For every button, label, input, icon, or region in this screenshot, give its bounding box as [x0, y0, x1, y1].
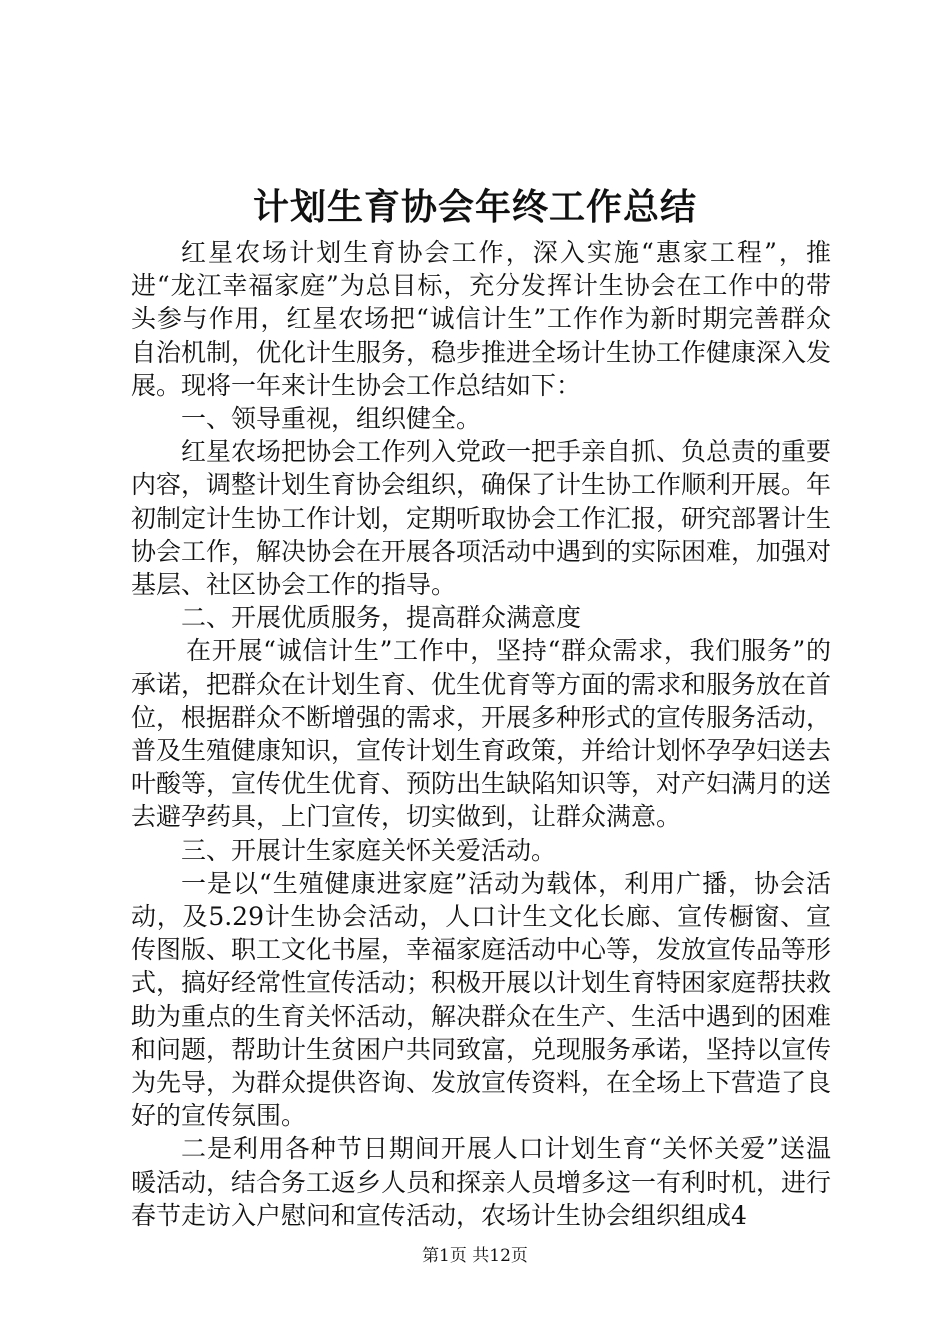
paragraph-intro: 红星农场计划生育协会工作，深入实施“惠家工程”，推进“龙江幸福家庭”为总目标，充分发挥计生协会在工作中的带头参与作用，红星农场把“诚信计生”工作作为新时期完善群众自治机制，优化计生服务，稳步推进全场计生协工作健康深入发展。现将一年来计生协会工作总结如下： — [131, 238, 832, 400]
section-heading-2: 二、开展优质服务，提高群众满意度 — [181, 603, 582, 633]
paragraph-section-3-part-1: 一是以“生殖健康进家庭”活动为载体，利用广播，协会活动，及5.29计生协会活动，人口计生文化长廊、宣传橱窗、宣传图版、职工文化书屋，幸福家庭活动中心等，发放宣传品等形式，搞好经常性宣传活动；积极开展以计划生育特困家庭帮扶救助为重点的生育关怀活动，解决群众在生产、生活中遇到的困难和问题，帮助计生贫困户共同致富，兑现服务承诺，坚持以宣传为先导，为群众提供咨询、发放宣传资料，在全场上下营造了良好的宣传氛围。 — [131, 868, 832, 1131]
paragraph-section-1: 红星农场把协会工作列入党政一把手亲自抓、负总责的重要内容，调整计划生育协会组织，确保了计生协工作顺利开展。年初制定计生协工作计划，定期听取协会工作汇报，研究部署计生协会工作，解决协会在开展各项活动中遇到的实际困难，加强对基层、社区协会工作的指导。 — [131, 437, 832, 600]
document-body — [131, 236, 831, 1232]
paragraph-section-2: 在开展“诚信计生”工作中，坚持“群众需求，我们服务”的承诺，把群众在计划生育、优生优育等方面的需求和服务放在首位，根据群众不断增强的需求，开展多种形式的宣传服务活动，普及生殖健康知识，宣传计划生育政策，并给计划怀孕孕妇送去叶酸等，宣传优生优育、预防出生缺陷知识等，对产妇满月的送去避孕药具，上门宣传，切实做到，让群众满意。 — [131, 636, 832, 832]
section-heading-3: 三、开展计生家庭关怀关爱活动。 — [181, 835, 557, 865]
page-number-footer: 第1页 共12页 — [422, 1246, 528, 1266]
document-title: 计划生育协会年终工作总结 — [252, 186, 697, 228]
section-heading-1: 一、领导重视，组织健全。 — [181, 404, 482, 434]
paragraph-section-3-part-2: 二是利用各种节日期间开展人口计划生育“关怀关爱”送温暖活动，结合务工返乡人员和探亲人员增多这一有利时机，进行春节走访入户慰问和宣传活动，农场计生协会组织组成4 — [131, 1134, 832, 1230]
